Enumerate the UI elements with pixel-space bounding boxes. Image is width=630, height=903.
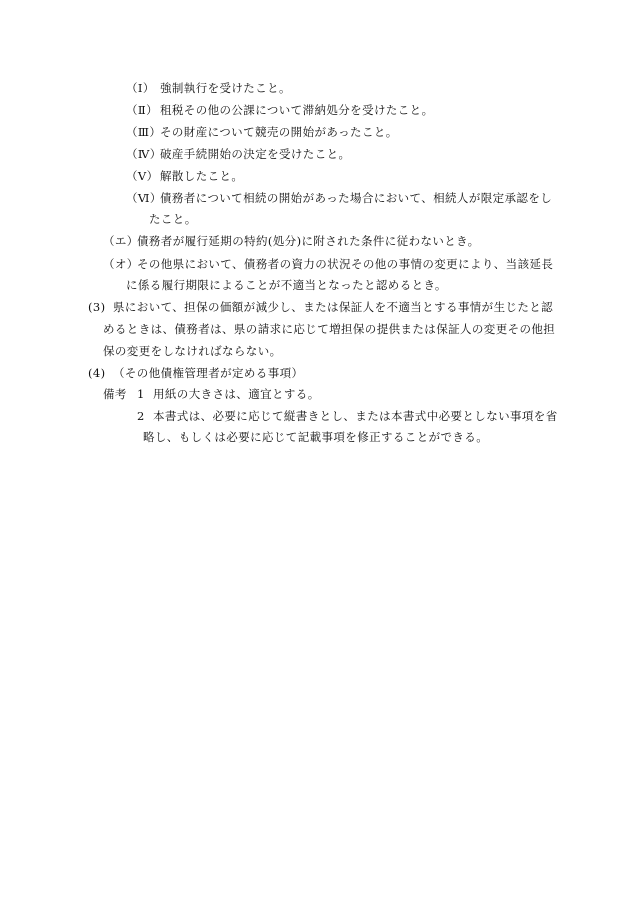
item-o-marker: （オ）: [103, 257, 139, 271]
sub-item-text: 強制執行を受けたこと。: [160, 81, 291, 95]
sub-item-text: その財産について競売の開始があったこと。: [160, 125, 398, 139]
sub-item-6: [126, 190, 552, 206]
remarks-2-continuation: 略し、もしくは必要に応じて記載事項を修正することができる。: [143, 430, 489, 444]
sub-item-marker: （Ⅱ）: [126, 103, 159, 117]
section-4: [88, 365, 303, 381]
sub-item-text: 破産手続開始の決定を受けたこと。: [160, 147, 351, 161]
sub-item-6-continuation: たこと。: [149, 212, 197, 226]
sub-item-marker: （Ⅵ）: [126, 191, 162, 205]
sub-item-marker: （Ⅳ）: [126, 147, 162, 161]
sub-item-text: 債務者について相続の開始があった場合において、相続人が限定承認をし: [160, 191, 553, 205]
remarks-label: 備考: [103, 387, 127, 401]
section-4-marker: (4): [88, 366, 106, 380]
sub-item-5: [126, 168, 243, 184]
remarks-2: [137, 408, 558, 424]
remarks-1-text: 用紙の大きさは、適宜とする。: [153, 387, 320, 401]
section-3-continuation-2: 保の変更をしなければならない。: [103, 344, 282, 358]
sub-item-2: [126, 102, 433, 118]
remarks-2-text: 本書式は、必要に応じて縦書きとし、または本書式中必要としない事項を省: [153, 409, 558, 423]
item-e-marker: （エ）: [103, 234, 139, 248]
item-o-text: その他県において、債務者の資力の状況その他の事情の変更により、当該延長: [137, 257, 554, 271]
section-3-marker: (3): [88, 300, 106, 314]
item-o-continuation: に係る履行期限によることが不適当となったと認めるとき。: [126, 278, 447, 292]
remarks-2-number: 2: [137, 409, 145, 423]
sub-item-marker: （Ⅲ）: [126, 125, 162, 139]
sub-item-4: [126, 146, 350, 162]
section-4-text: （その他債権管理者が定める事項）: [113, 366, 304, 380]
sub-item-3: [126, 124, 398, 140]
section-3-continuation-1: めるときは、債務者は、県の請求に応じて増担保の提供または保証人の変更その他担: [103, 322, 556, 336]
item-o: [103, 256, 553, 272]
section-3: [88, 299, 553, 315]
section-3-text: 県において、担保の価額が減少し、または保証人を不適当とする事情が生じたと認: [113, 300, 554, 314]
item-e: [103, 233, 480, 249]
item-e-text: 債務者が履行延期の特約(処分)に附された条件に従わないとき。: [137, 234, 480, 248]
sub-item-text: 租税その他の公課について滞納処分を受けたこと。: [160, 103, 434, 117]
sub-item-text: 解散したこと。: [160, 169, 244, 183]
sub-item-1: [126, 80, 291, 96]
remarks-1-number: 1: [137, 387, 145, 401]
remarks-1: [103, 386, 320, 402]
sub-item-marker: （Ⅰ）: [126, 81, 155, 95]
sub-item-marker: （Ⅴ）: [126, 169, 159, 183]
